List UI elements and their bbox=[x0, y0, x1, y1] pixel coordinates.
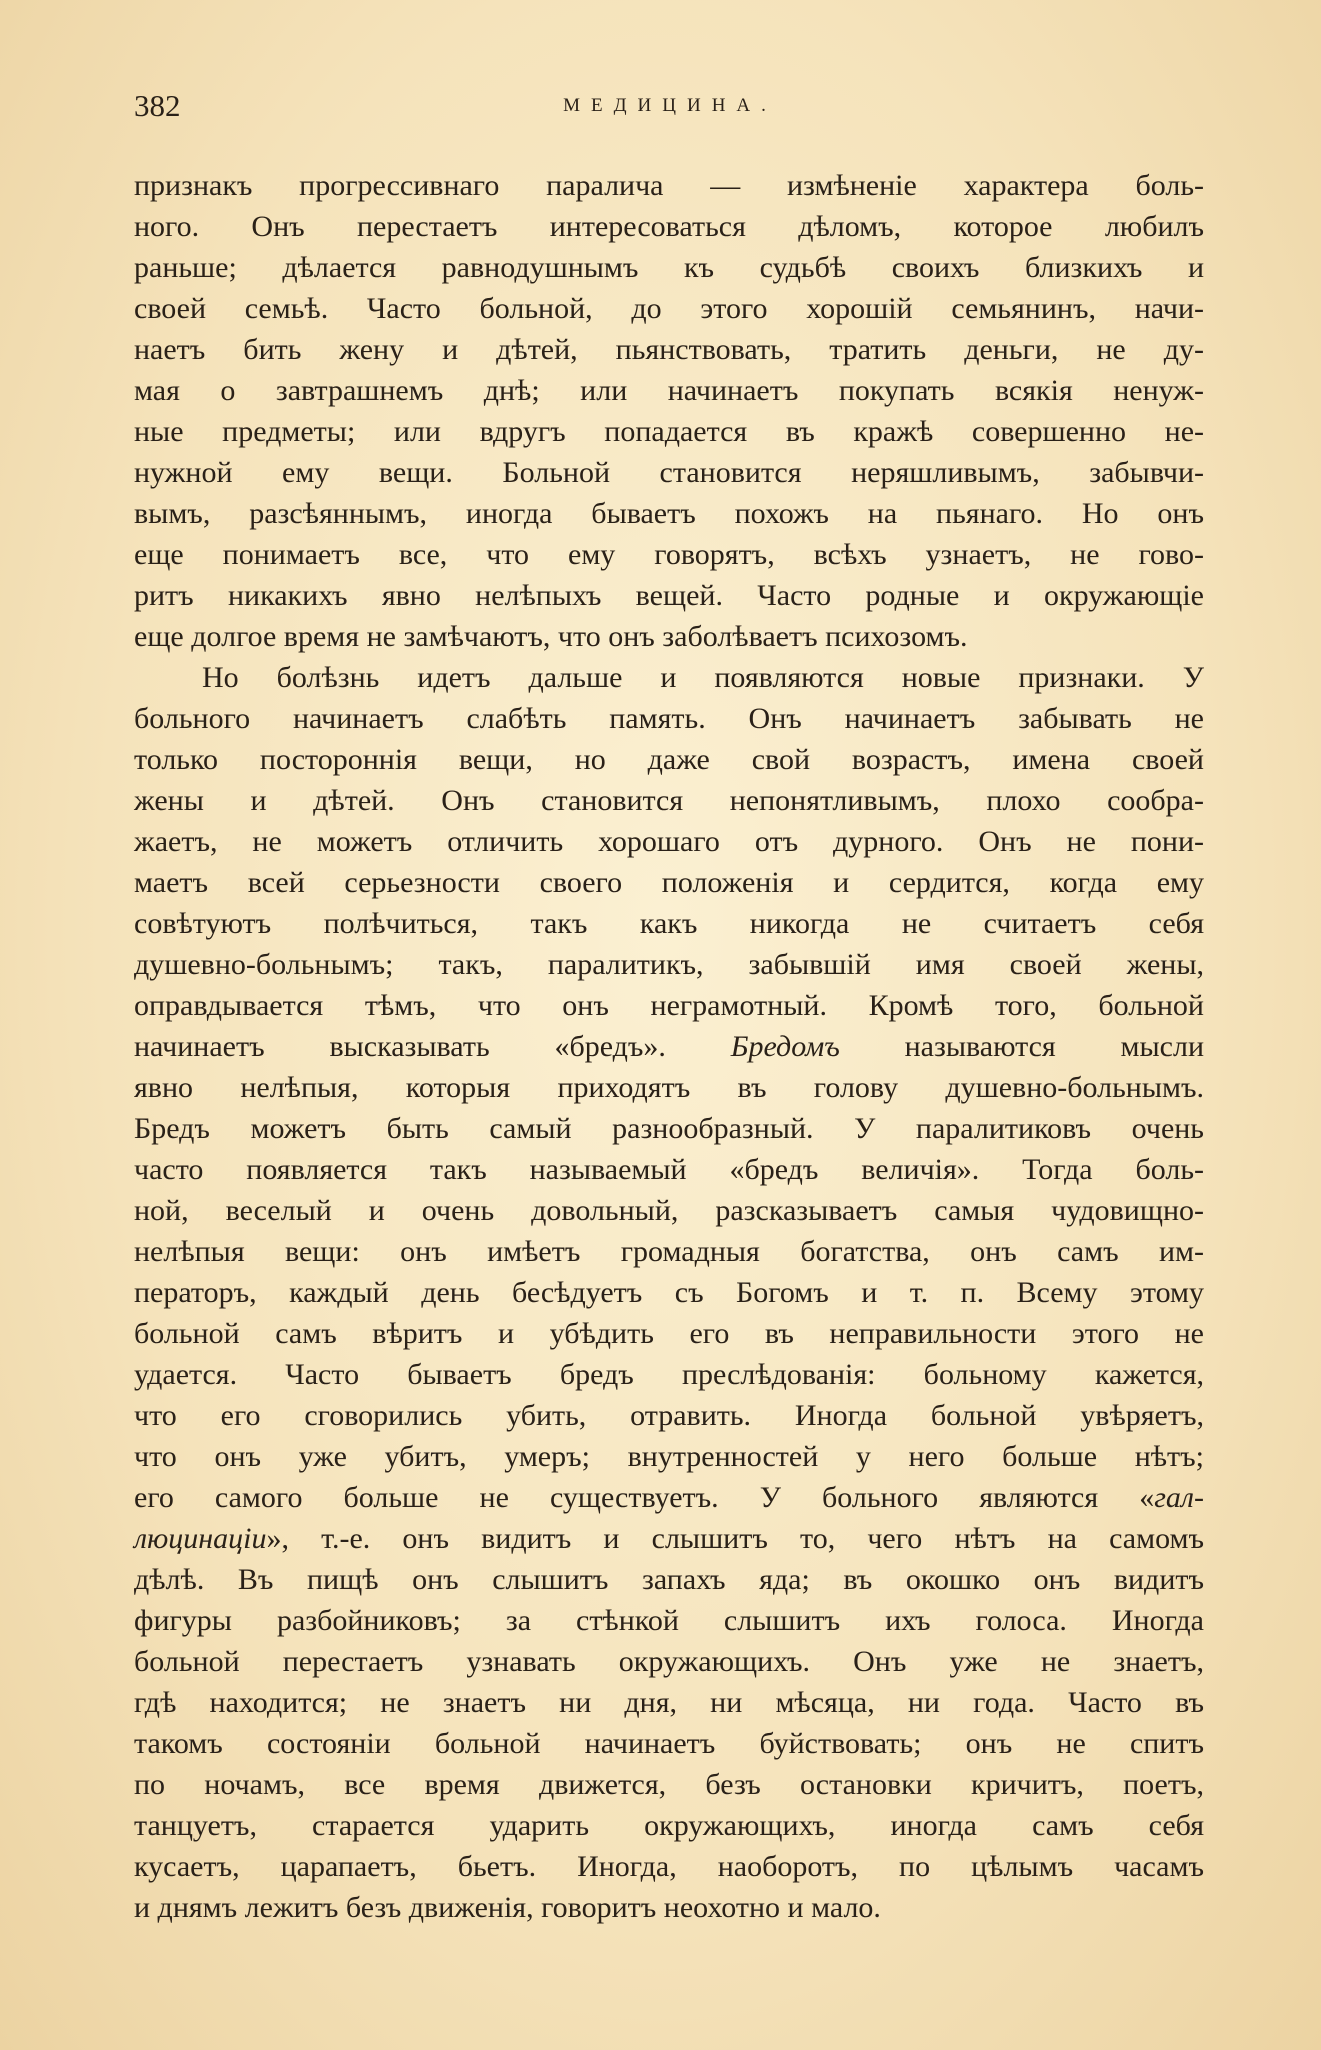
text-line: больного начинаетъ слабѣть память. Онъ начинаетъ забывать не bbox=[134, 702, 1204, 735]
text-line: Бредъ можетъ быть самый разнообразный. У паралитиковъ очень bbox=[134, 1112, 1204, 1145]
paragraph-1 bbox=[134, 165, 1204, 657]
page-number: 382 bbox=[134, 88, 181, 123]
text-line: и днямъ лежитъ безъ движенія, говоритъ неохотно и мало. bbox=[134, 1891, 881, 1924]
text-line: Но болѣзнь идетъ дальше и появляются новые признаки. У bbox=[202, 661, 1204, 694]
text-line: ператоръ, каждый день бесѣдуетъ съ Богомъ и т. п. Всему этому bbox=[134, 1276, 1204, 1309]
text-line: своей семьѣ. Часто больной, до этого хорошій семьянинъ, начи- bbox=[134, 292, 1204, 325]
text-line: раньше; дѣлается равнодушнымъ къ судьбѣ своихъ близкихъ и bbox=[134, 251, 1204, 284]
text-line: больной перестаетъ узнавать окружающихъ. Онъ уже не знаетъ, bbox=[134, 1645, 1204, 1678]
italic-term: гал- bbox=[1154, 1481, 1204, 1514]
text-line: жены и дѣтей. Онъ становится непонятливымъ, плохо сообра- bbox=[134, 784, 1204, 817]
text-line: начинаетъ высказывать «бредъ». Бредомъ называются мысли bbox=[134, 1030, 1204, 1063]
text-line: что его сговорились убить, отравить. Иногда больной увѣряетъ, bbox=[134, 1399, 1204, 1432]
text-line: ные предметы; или вдругъ попадается въ кражѣ совершенно не- bbox=[134, 415, 1204, 448]
text-line: наетъ бить жену и дѣтей, пьянствовать, тратить деньги, не ду- bbox=[134, 333, 1204, 366]
text-line: люцинаціи», т.-е. онъ видитъ и слышитъ то, чего нѣтъ на самомъ bbox=[134, 1522, 1204, 1555]
text-line: по ночамъ, все время движется, безъ остановки кричитъ, поетъ, bbox=[134, 1768, 1204, 1801]
text-line: еще понимаетъ все, что ему говорятъ, всѣхъ узнаетъ, не гово- bbox=[134, 538, 1204, 571]
text-line: маетъ всей серьезности своего положенія и сердится, когда ему bbox=[134, 866, 1204, 899]
text-line: ного. Онъ перестаетъ интересоваться дѣломъ, которое любилъ bbox=[134, 210, 1204, 243]
text-line: нелѣпыя вещи: онъ имѣетъ громадныя богатства, онъ самъ им- bbox=[134, 1235, 1204, 1268]
text-line: нужной ему вещи. Больной становится неряшливымъ, забывчи- bbox=[134, 456, 1204, 489]
text-line: жаетъ, не можетъ отличить хорошаго отъ дурного. Онъ не пони- bbox=[134, 825, 1204, 858]
text-line: совѣтуютъ полѣчиться, такъ какъ никогда не считаетъ себя bbox=[134, 907, 1204, 940]
text-line: такомъ состояніи больной начинаетъ буйствовать; онъ не спитъ bbox=[134, 1727, 1204, 1760]
text-line: фигуры разбойниковъ; за стѣнкой слышитъ ихъ голоса. Иногда bbox=[134, 1604, 1204, 1637]
text-line: вымъ, разсѣяннымъ, иногда бываетъ похожъ на пьянаго. Но онъ bbox=[134, 497, 1204, 530]
text-line: только постороннія вещи, но даже свой возрастъ, имена своей bbox=[134, 743, 1204, 776]
page-header bbox=[134, 86, 1206, 126]
text-line: ритъ никакихъ явно нелѣпыхъ вещей. Часто родные и окружающіе bbox=[134, 579, 1204, 612]
text-line: оправдывается тѣмъ, что онъ неграмотный. Кромѣ того, больной bbox=[134, 989, 1204, 1022]
text-line: мая о завтрашнемъ днѣ; или начинаетъ покупать всякія ненуж- bbox=[134, 374, 1204, 407]
text-line: явно нелѣпыя, которыя приходятъ въ голову душевно-больнымъ. bbox=[134, 1071, 1204, 1104]
text-line: часто появляется такъ называемый «бредъ величія». Тогда боль- bbox=[134, 1153, 1204, 1186]
paragraph-2 bbox=[134, 657, 1204, 1928]
text-line: гдѣ находится; не знаетъ ни дня, ни мѣсяца, ни года. Часто въ bbox=[134, 1686, 1204, 1719]
text-line: душевно-больнымъ; такъ, паралитикъ, забывшій имя своей жены, bbox=[134, 948, 1204, 981]
text-line: танцуетъ, старается ударить окружающихъ, иногда самъ себя bbox=[134, 1809, 1204, 1842]
text-line: кусаетъ, царапаетъ, бьетъ. Иногда, наоборотъ, по цѣлымъ часамъ bbox=[134, 1850, 1204, 1883]
text-line: больной самъ вѣритъ и убѣдить его въ неправильности этого не bbox=[134, 1317, 1204, 1350]
italic-term: Бредомъ bbox=[730, 1030, 840, 1063]
text-line: дѣлѣ. Въ пищѣ онъ слышитъ запахъ яда; въ окошко онъ видитъ bbox=[134, 1563, 1204, 1596]
body-text bbox=[134, 165, 1204, 1928]
text-line: удается. Часто бываетъ бредъ преслѣдованія: больному кажется, bbox=[134, 1358, 1204, 1391]
running-title: МЕДИЦИНА. bbox=[563, 95, 777, 116]
text-line: его самого больше не существуетъ. У больного являются «гал- bbox=[134, 1481, 1204, 1514]
text-line: признакъ прогрессивнаго паралича — измѣненіе характера боль- bbox=[134, 169, 1204, 202]
text-line: ной, веселый и очень довольный, разсказываетъ самыя чудовищно- bbox=[134, 1194, 1204, 1227]
text-line: еще долгое время не замѣчаютъ, что онъ заболѣваетъ психозомъ. bbox=[134, 620, 968, 653]
text-line: что онъ уже убитъ, умеръ; внутренностей у него больше нѣтъ; bbox=[134, 1440, 1204, 1473]
italic-term: люцинаціи bbox=[134, 1522, 267, 1555]
